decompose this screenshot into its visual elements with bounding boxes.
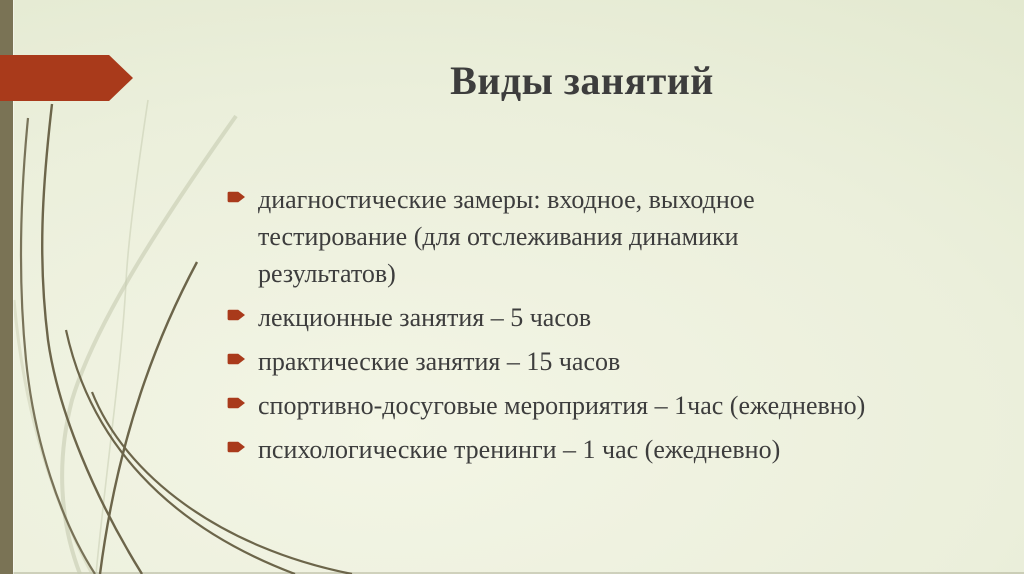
bullet-item [227, 181, 887, 292]
bullet-text: диагностические замеры: входное, выходное тестирование (для отслеживания динамики результатов) [258, 185, 755, 288]
bullet-text: лекционные занятия – 5 часов [258, 303, 592, 332]
bullet-text: практические занятия – 15 часов [258, 347, 621, 376]
bullet-arrow-icon [227, 397, 246, 409]
bullet-item [227, 299, 887, 336]
red-arrow-decoration [0, 55, 133, 101]
bullet-list [227, 181, 887, 475]
bullet-arrow-icon [227, 441, 246, 453]
slide-title: Виды занятий [450, 58, 714, 103]
bullet-arrow-icon [227, 353, 246, 365]
bullet-text: психологические тренинги – 1 час (ежедневно) [258, 435, 781, 464]
bullet-arrow-icon [227, 191, 246, 203]
bullet-arrow-icon [227, 309, 246, 321]
bullet-item [227, 431, 887, 468]
bullet-item [227, 387, 887, 424]
bullet-item [227, 343, 887, 380]
bullet-text: спортивно-досуговые мероприятия – 1час (ежедневно) [258, 391, 866, 420]
